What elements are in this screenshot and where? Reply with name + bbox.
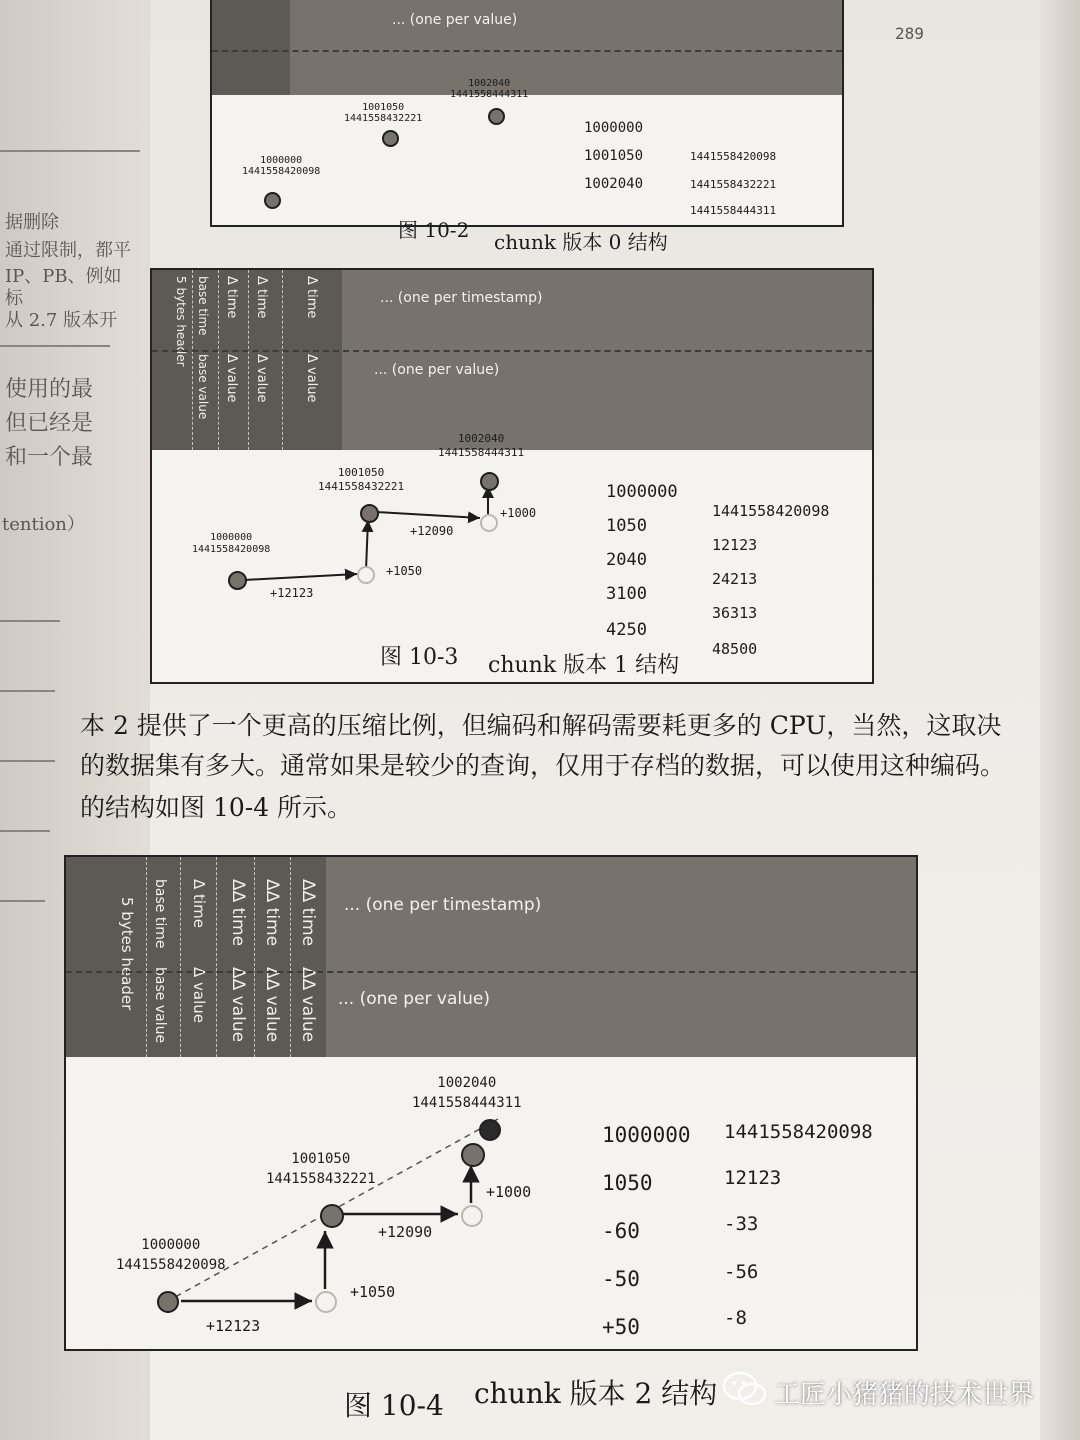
figure-10-2 [210,0,844,227]
delta-label: +12123 [206,1317,261,1335]
intermediate-point [315,1291,337,1313]
value-cell: +50 [602,1315,640,1339]
left-page-fragment: 但已经是 [5,411,94,436]
delta-label: +12123 [270,586,314,600]
header-col: ΔΔ time [228,879,248,947]
header-col: Δ time [224,276,239,319]
delta-arrow [366,520,368,570]
data-point [320,1204,344,1228]
point-label [344,102,422,124]
left-page-fragment: tention） [2,514,85,535]
point-label [450,78,528,100]
page-edge [1040,0,1080,1440]
row-label-value: ... (one per value) [338,989,490,1009]
page-number: 289 [895,24,924,43]
row-label-time: ... (one per timestamp) [344,895,542,915]
time-cell: 1441558420098 [712,502,830,520]
header-col: ΔΔ time [298,879,318,947]
header-col: ΔΔ value [298,967,318,1043]
point-value: 1000000 [141,1237,201,1253]
point-time: 1441558432221 [344,113,423,124]
data-point [461,1143,485,1167]
data-point [157,1291,179,1313]
time-cell: 1441558444311 [690,204,777,217]
header-col: base time [196,276,210,336]
point-value: 1001050 [291,1151,351,1167]
time-cell: 1441558420098 [724,1121,873,1143]
paragraph-line: 的结构如图 10-4 所示。 [80,793,353,822]
header-col: base value [196,354,210,420]
watermark-text: 工匠小猪猪的技术世界 [774,1380,1035,1410]
left-rule [0,900,45,902]
left-page-fragment: 标 [5,288,23,309]
time-cell: 12123 [712,536,758,554]
value-cell: 2040 [606,550,647,570]
point-label [438,432,524,460]
value-cell: 1000000 [584,120,644,136]
left-rule [0,150,140,152]
row-label-value: ... (one per value) [374,362,500,378]
intermediate-point [357,566,375,584]
figure-10-4 [64,855,918,1351]
left-page-fragment: 和一个最 [5,445,94,470]
point-label [116,1235,226,1275]
point-value: 1002040 [468,78,511,89]
point-label [192,532,270,556]
point-label [412,1073,522,1113]
left-page-fragment: 据删除 [5,212,59,233]
point-time: 1441558420098 [192,544,271,555]
time-cell: 12123 [724,1167,782,1189]
value-cell: 4250 [606,620,647,640]
header-col: ΔΔ value [262,967,282,1043]
figure-caption-text: chunk 版本 2 结构 [474,1377,718,1410]
value-cell: 1002040 [584,176,644,192]
left-rule [0,620,60,622]
left-rule [0,830,50,832]
delta-label: +1050 [350,1283,396,1301]
figure-10-3 [150,268,874,684]
point-value: 1001050 [362,102,405,113]
time-cell: 1441558420098 [690,150,777,163]
header-col: 5 bytes header [174,276,188,367]
header-col: 5 bytes header [118,897,136,1011]
header-col: Δ value [224,354,239,403]
data-point [360,504,379,523]
left-rule [0,760,55,762]
point-label [242,155,320,177]
header-col: Δ value [254,354,269,403]
time-cell: -33 [724,1213,759,1235]
header-col: base time [152,879,168,949]
point-time: 1441558432221 [266,1171,376,1187]
row-divider [212,50,842,52]
left-rule [0,690,55,692]
point-label [318,466,404,494]
header-col: Δ time [304,276,319,319]
delta-arrow [376,512,480,518]
left-rule [0,345,110,347]
header-columns [212,0,290,95]
point-value: 1001050 [337,466,385,479]
delta-label: +12090 [378,1223,433,1241]
point-time: 1441558420098 [116,1257,226,1273]
value-cell: 1000000 [606,482,678,502]
header-col: Δ value [190,967,208,1024]
point-time: 1441558444311 [450,89,529,100]
delta-label: +1000 [486,1183,532,1201]
delta-arrows [152,270,872,682]
predicted-point [479,1119,501,1141]
header-col: Δ time [254,276,269,319]
header-col: ΔΔ time [262,879,282,947]
point-value: 1002040 [457,432,505,445]
figure-caption-number: 图 10-4 [344,1389,444,1422]
point-time: 1441558444311 [412,1095,522,1111]
time-cell: 48500 [712,640,758,658]
point-time: 1441558432221 [318,480,405,493]
data-point [382,130,399,147]
value-cell: -50 [602,1267,640,1291]
point-label [266,1149,376,1189]
time-cell: 24213 [712,570,758,588]
time-cell: -8 [724,1307,747,1329]
intermediate-point [461,1205,483,1227]
point-value: 1002040 [437,1075,497,1091]
delta-label: +1050 [386,564,423,578]
delta-arrow [244,574,357,580]
data-point [480,472,499,491]
left-page-fragment: 从 2.7 版本开 [5,310,118,331]
paragraph-line: 本 2 提供了一个更高的压缩比例，但编码和解码需要耗更多的 CPU，当然，这取决 [80,711,1002,740]
time-cell: -56 [724,1261,759,1283]
value-cell: 1001050 [584,148,644,164]
time-cell: 36313 [712,604,758,622]
value-cell: 1050 [606,516,647,536]
point-value: 1000000 [260,155,303,166]
left-page-fragment: IP、PB、例如 [5,266,122,287]
row-label-time: ... (one per timestamp) [380,290,543,306]
point-time: 1441558444311 [438,446,525,459]
left-page-fragment: 使用的最 [5,377,94,402]
figure-caption-text: chunk 版本 1 结构 [488,653,680,678]
header-col: Δ value [304,354,319,403]
figure-caption-number: 图 10-2 [398,218,470,242]
delta-label: +1000 [500,506,537,520]
value-cell: 3100 [606,584,647,604]
header-col: base value [152,967,168,1044]
delta-label: +12090 [410,524,454,538]
value-cell: 1050 [602,1171,653,1195]
data-point [264,192,281,209]
value-cell: -60 [602,1219,640,1243]
figure-caption-text: chunk 版本 0 结构 [494,230,668,254]
wechat-icon [722,1370,768,1408]
header-col: ΔΔ value [228,967,248,1043]
point-value: 1000000 [210,532,253,543]
data-point [228,571,247,590]
left-page-fragment: 通过限制，都平 [5,240,131,261]
time-cell: 1441558432221 [690,178,777,191]
paragraph-line: 的数据集有多大。通常如果是较少的查询，仅用于存档的数据，可以使用这种编码。 [80,751,1006,780]
value-cell: 1000000 [602,1123,691,1147]
header-col: Δ time [190,879,208,928]
data-point [488,108,505,125]
row-label-value: ... (one per value) [392,12,518,28]
point-time: 1441558420098 [242,166,321,177]
intermediate-point [480,514,498,532]
figure-caption-number: 图 10-3 [380,645,459,670]
